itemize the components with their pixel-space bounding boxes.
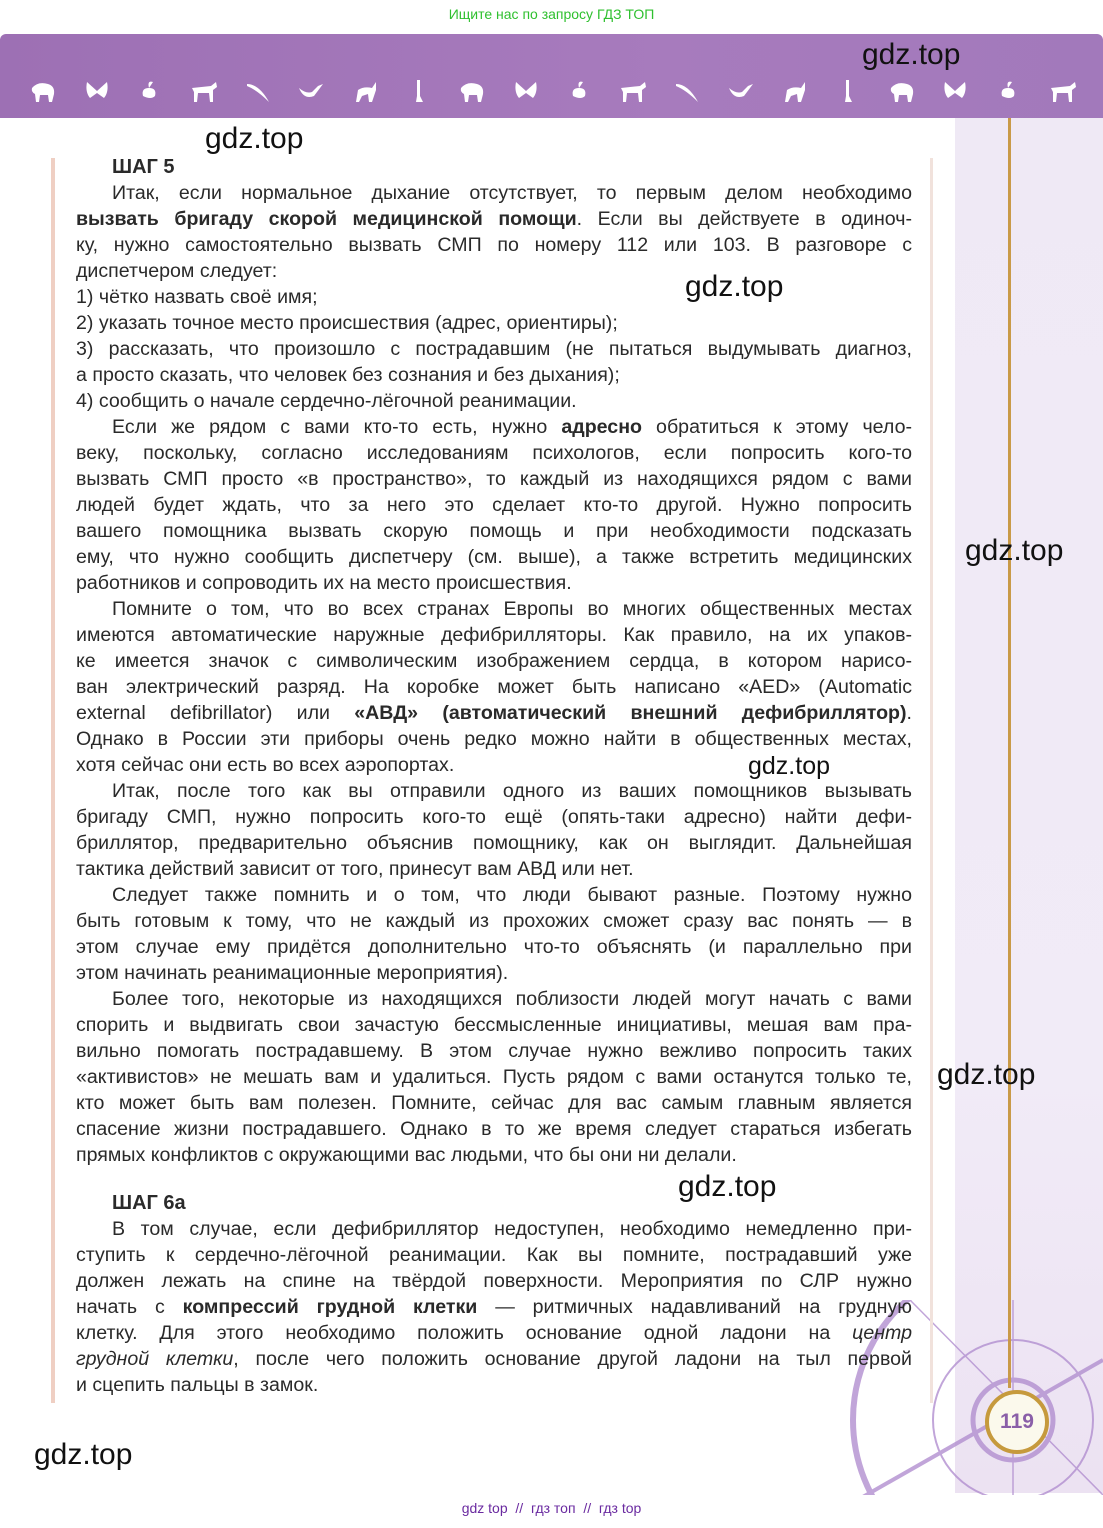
text-segment: 4) сообщить о начале сердечно-лёгочной реанимации.	[76, 390, 577, 412]
scorpion-icon	[135, 78, 165, 104]
text-segment: быть готовым к тому, что не каждый из прохожих сможет сразу вас понять — в	[76, 910, 912, 932]
text-line	[76, 570, 912, 596]
text-line	[76, 882, 912, 908]
text-segment: веку, поскольку, согласно исследованиям психологов, если попросить кого-то	[76, 442, 912, 464]
text-segment: этом случае ему придётся дополнительно что-то объяснять (и параллельно при	[76, 936, 912, 958]
bold-text: компрессий грудной клетки	[182, 1296, 478, 1318]
side-decoration	[955, 118, 1103, 1493]
text-segment: Помните о том, что во всех странах Европы во многих общественных местах	[112, 598, 912, 620]
text-segment: Более того, некоторые из находящихся поблизости людей могут начать с вами	[112, 988, 912, 1010]
text-line	[76, 986, 912, 1012]
text-segment: Если же рядом с вами кто-то есть, нужно	[112, 416, 562, 438]
text-segment: Итак, если нормальное дыхание отсутствует, то первым делом необходимо	[112, 182, 912, 204]
text-segment: ШАГ 5	[112, 156, 175, 178]
italic-text: грудной клетки	[76, 1348, 234, 1370]
text-line	[76, 1012, 912, 1038]
footer	[0, 1500, 1103, 1516]
text-line	[76, 934, 912, 960]
text-segment: спасение жизни пострадавшего. Однако в то же время следует стараться избегать	[76, 1118, 912, 1140]
text-segment: ШАГ 6а	[112, 1192, 186, 1214]
step-heading	[76, 1190, 912, 1216]
text-line	[76, 1242, 912, 1268]
text-segment: В том случае, если дефибриллятор недоступен, необходимо немедленно при-	[112, 1218, 912, 1240]
text-line	[76, 1038, 912, 1064]
watermark: gdz.top	[862, 38, 961, 71]
goat-icon	[350, 78, 380, 104]
text-segment: external defibrillator) или	[76, 702, 355, 724]
text-line	[76, 778, 912, 804]
text-line	[76, 1320, 912, 1346]
text-line	[76, 1064, 912, 1090]
right-margin-rule	[930, 158, 933, 1403]
text-segment: вызвать СМП просто «в пространство», то каждый из находящихся рядом с вами	[76, 468, 912, 490]
whale-icon	[940, 78, 970, 104]
text-segment: работников и сопроводить их на место происшествия.	[76, 572, 572, 594]
text-segment: ступить к сердечно-лёгочной реанимации. Как вы помните, пострадавший уже	[76, 1244, 912, 1266]
text-line	[76, 1142, 912, 1168]
elephant-icon	[28, 78, 58, 104]
footer-link[interactable]: гдз top	[598, 1500, 642, 1516]
text-segment: спорить и выдвигать свои зачастую бессмысленные инициативы, мешая вам пра-	[76, 1014, 912, 1036]
text-segment: людей будет ждать, что за него это сделает кто-то другой. Нужно попросить	[76, 494, 912, 516]
text-segment: диспетчером следует:	[76, 260, 278, 282]
text-segment: Однако в России эти приборы очень редко можно найти в общественных местах,	[76, 728, 912, 750]
insect-icon	[457, 78, 487, 104]
elephant-icon	[726, 78, 756, 104]
text-segment: . Если вы действуете в одиноч-	[576, 208, 912, 230]
text-line	[76, 1294, 912, 1320]
horse-icon	[833, 78, 863, 104]
italic-text: центр	[852, 1322, 912, 1344]
text-segment: вашего помощника вызвать скорую помощь и при необходимости подсказать	[76, 520, 912, 542]
text-segment: должен лежать на спине на твёрдой поверхности. Мероприятия по СЛР нужно	[76, 1270, 912, 1292]
giraffe-icon	[1048, 78, 1078, 104]
text-line	[76, 362, 912, 388]
watermark: gdz.top	[748, 752, 831, 780]
text-line	[76, 804, 912, 830]
text-segment: бриллятор, предварительно объяснив помощнику, как он выглядит. Дальнейшая	[76, 832, 912, 854]
text-segment: имеются автоматические наружные дефибрилляторы. Как правило, на их упаков-	[76, 624, 912, 646]
text-segment: 2) указать точное место происшествия (адрес, ориентиры);	[76, 312, 618, 334]
watermark: gdz.top	[678, 1170, 777, 1203]
text-segment: ку, нужно самостоятельно вызвать СМП по номеру 112 или 103. В разговоре с	[76, 234, 912, 256]
text-line	[76, 466, 912, 492]
text-line	[76, 284, 912, 310]
giraffe-icon	[404, 78, 434, 104]
text-line	[76, 518, 912, 544]
text-segment: обратиться к этому чело-	[642, 416, 912, 438]
text-line	[76, 726, 912, 752]
text-line	[76, 622, 912, 648]
text-line	[76, 440, 912, 466]
text-segment: , после чего положить основание другой ладони на тыл первой	[233, 1348, 912, 1370]
text-segment: Итак, после того как вы отправили одного из ваших помощников вызывать	[112, 780, 912, 802]
watermark: gdz.top	[685, 270, 784, 303]
goat-icon	[994, 78, 1024, 104]
text-line	[76, 206, 912, 232]
text-segment: 3) рассказать, что произошло с пострадавшим (не пытаться выдумывать диагноз,	[76, 338, 912, 360]
bold-text: «АВД» (автоматический внешний дефибриллятор)	[354, 702, 907, 724]
watermark: gdz.top	[965, 534, 1064, 567]
bird-icon	[243, 78, 273, 104]
text-segment: Следует также помнить и о том, что люди бывают разные. Поэтому нужно	[112, 884, 912, 906]
text-line	[76, 908, 912, 934]
bull-icon	[511, 78, 541, 104]
text-line	[76, 1268, 912, 1294]
bird-icon	[887, 78, 917, 104]
butterfly-icon	[82, 78, 112, 104]
text-line	[76, 700, 912, 726]
left-margin-rule	[51, 158, 55, 1403]
watermark: gdz.top	[34, 1438, 133, 1471]
text-segment: вильно помогать пострадавшему. В этом случае нужно вежливо попросить таких	[76, 1040, 912, 1062]
footer-separator: //	[583, 1500, 592, 1516]
watermark: gdz.top	[205, 122, 304, 155]
text-segment: клетку. Для этого необходимо положить основание одной ладони на	[76, 1322, 853, 1344]
text-segment: начать с	[76, 1296, 183, 1318]
horse-icon	[189, 78, 219, 104]
text-line	[76, 180, 912, 206]
text-line	[76, 310, 912, 336]
page-number-badge	[975, 1380, 1055, 1460]
text-line	[76, 960, 912, 986]
text-line	[76, 830, 912, 856]
text-line	[76, 258, 912, 284]
text-line	[76, 1372, 912, 1398]
text-segment: тактика действий зависит от того, принесут вам АВД или нет.	[76, 858, 634, 880]
text-line	[76, 492, 912, 518]
text-line	[76, 1216, 912, 1242]
text-segment: — ритмичных надавливаний на грудную	[477, 1296, 912, 1318]
text-segment: кто может быть вам полезен. Помните, сейчас для вас самым главным является	[76, 1092, 912, 1114]
footer-link[interactable]: gdz top	[461, 1500, 508, 1516]
text-segment: и сцепить пальцы в замок.	[76, 1374, 319, 1396]
watermark: gdz.top	[937, 1058, 1036, 1091]
antelope-icon	[618, 78, 648, 104]
butterfly-icon	[672, 78, 702, 104]
search-hint: Ищите нас по запросу ГДЗ ТОП	[448, 6, 655, 22]
text-segment: ему, что нужно сообщить диспетчеру (см. выше), а также встретить медицинских	[76, 546, 912, 568]
text-segment: хотя сейчас они есть во всех аэропортах.	[76, 754, 455, 776]
text-segment: «активистов» не мешать вам и удалиться. Пусть рядом с вами останутся только те,	[76, 1066, 912, 1088]
animal-icons-strip	[28, 78, 1078, 104]
text-segment: прямых конфликтов с окружающими вас людьми, что бы они ни делали.	[76, 1144, 737, 1166]
text-line	[76, 856, 912, 882]
bold-text: адресно	[561, 416, 643, 438]
text-segment: ке имеется значок с символическим изображением сердца, в котором нарисо-	[76, 650, 912, 672]
text-line	[76, 1116, 912, 1142]
page-number: 119	[985, 1390, 1049, 1454]
text-line	[76, 674, 912, 700]
orange-vertical-line	[1008, 118, 1011, 1388]
text-line	[76, 544, 912, 570]
kangaroo-icon	[565, 78, 595, 104]
step-heading	[76, 154, 912, 180]
text-line	[76, 388, 912, 414]
text-segment: этом начинать реанимационные мероприятия).	[76, 962, 509, 984]
text-line	[76, 1090, 912, 1116]
text-segment: .	[906, 702, 912, 724]
text-line	[76, 1346, 912, 1372]
text-line	[76, 1168, 912, 1190]
text-line	[76, 596, 912, 622]
whale-icon	[296, 78, 326, 104]
text-line	[76, 414, 912, 440]
text-segment: бригаду СМП, нужно попросить кого-то ещё (опять-таки адресно) найти дефи-	[76, 806, 912, 828]
text-segment: а просто сказать, что человек без сознания и без дыхания);	[76, 364, 620, 386]
text-line	[76, 648, 912, 674]
footer-link[interactable]: гдз топ	[530, 1500, 576, 1516]
text-segment: ван электрический разряд. На коробке может быть написано «AED» (Automatic	[76, 676, 912, 698]
footer-separator: //	[515, 1500, 524, 1516]
text-line	[76, 336, 912, 362]
bold-text: вызвать бригаду скорой медицинской помощи	[76, 208, 577, 230]
text-line	[76, 232, 912, 258]
scorpion-icon	[779, 78, 809, 104]
text-segment: 1) чётко назвать своё имя;	[76, 286, 318, 308]
